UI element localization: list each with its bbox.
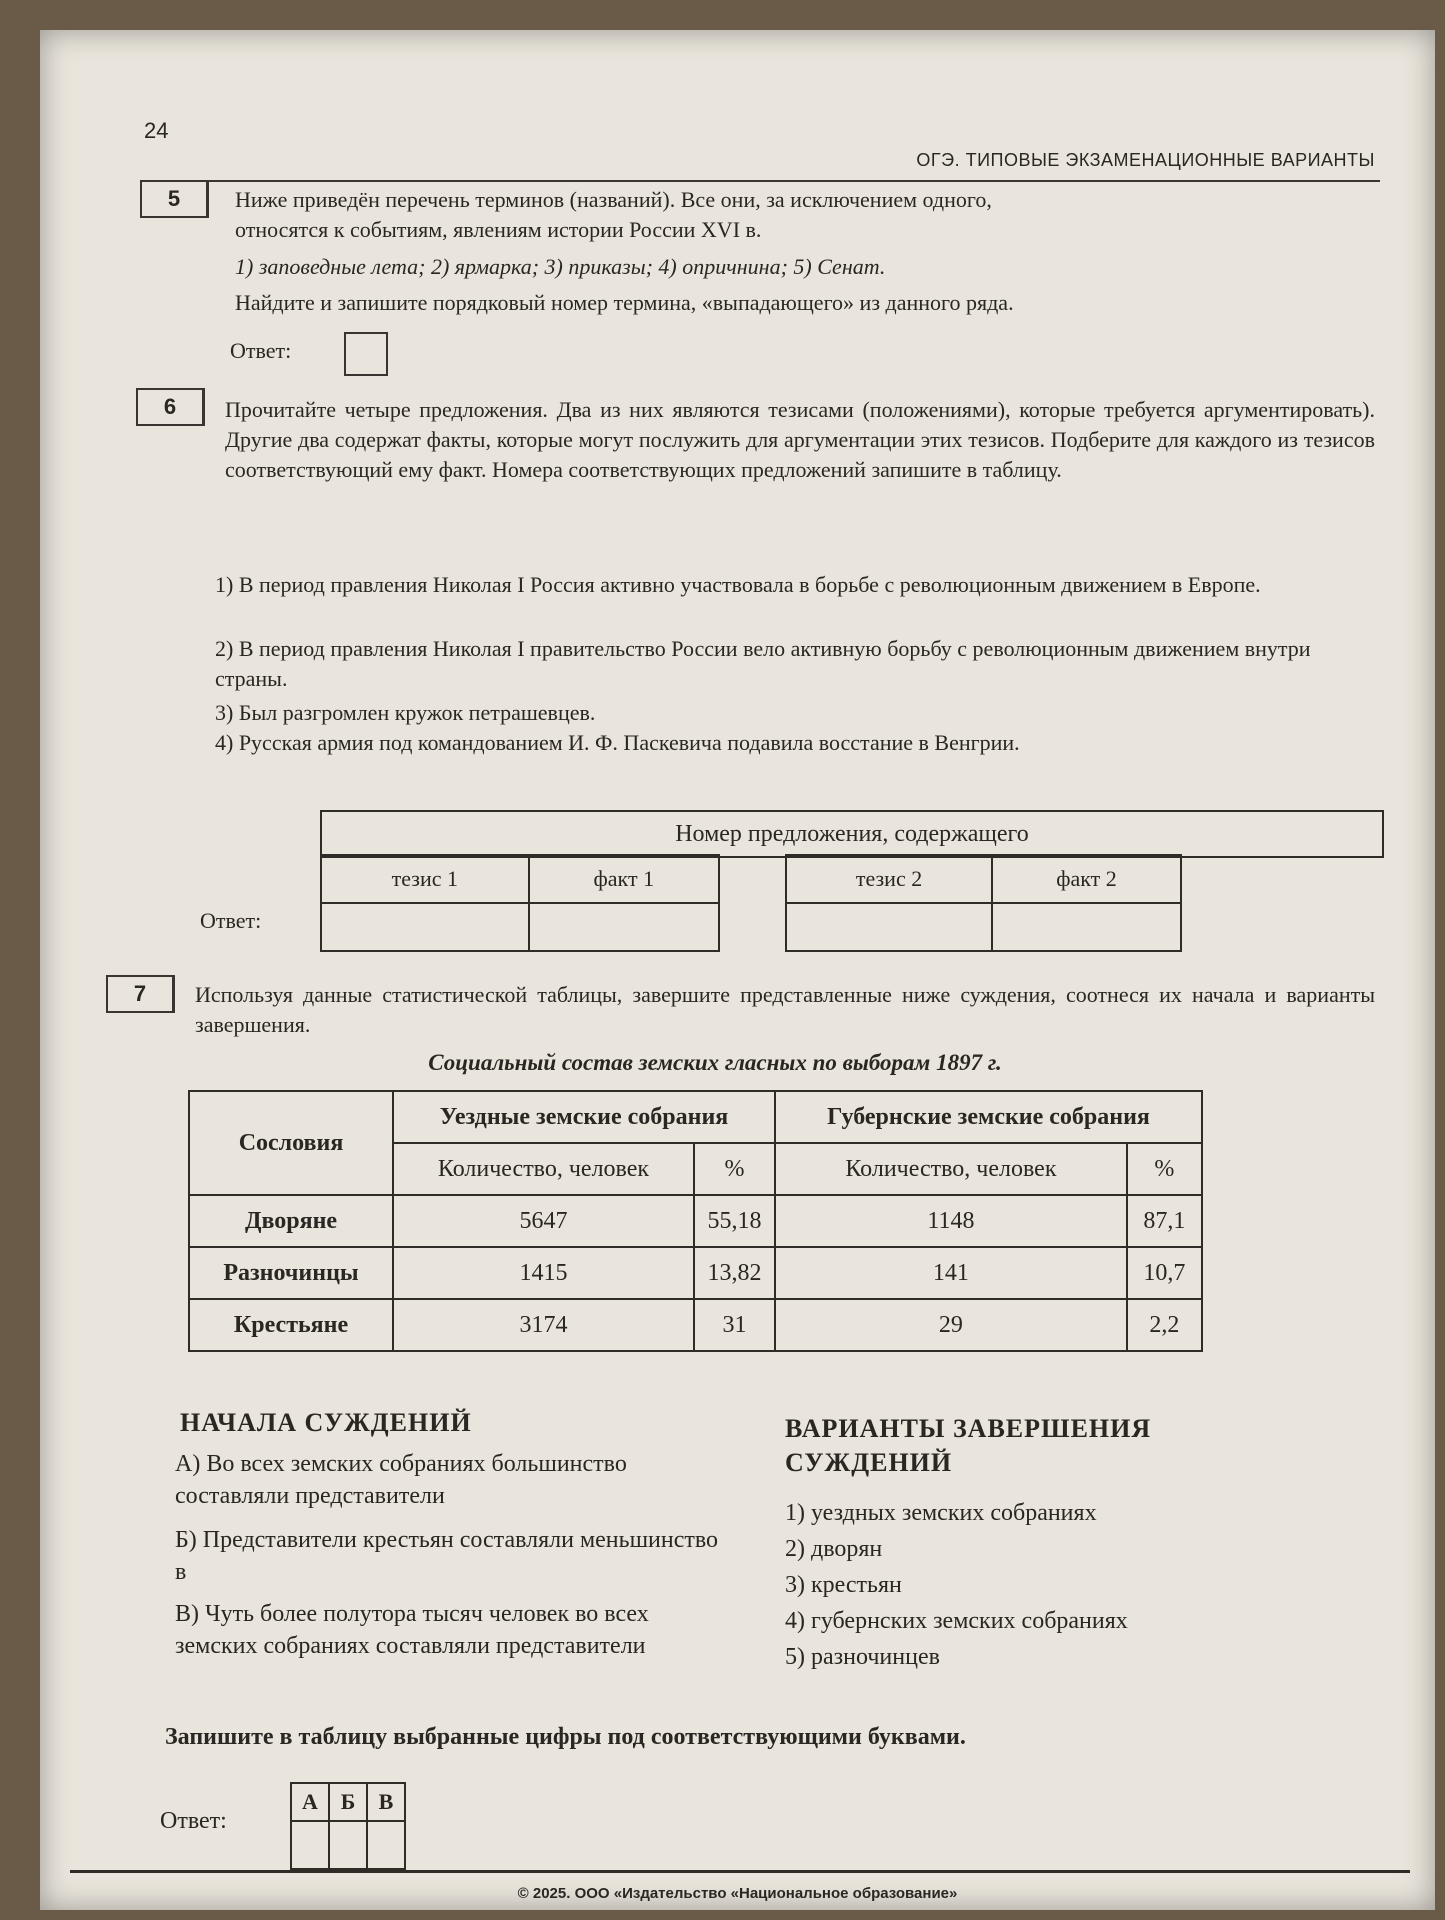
- start-c: В) Чуть более полутора тысяч человек во всех земских собраниях составляли представители: [175, 1601, 649, 1659]
- task-6-answer-label: Ответ:: [200, 908, 262, 933]
- task-7-table-title: Социальный состав земских гласных по выборам 1897 г.: [428, 1050, 1002, 1075]
- letter-a: А: [291, 1783, 329, 1821]
- start-b: Б) Представители крестьян составляли меньшинство в: [175, 1527, 719, 1585]
- col-district-count: Количество, человек: [393, 1143, 694, 1195]
- task-6-item-4: 4) Русская армия под командованием И. Ф. Паскевича подавила восстание в Венгрии.: [215, 730, 1020, 755]
- col-province: Губернские земские собрания: [775, 1091, 1202, 1143]
- task-6-item-3: 3) Был разгромлен кружок петрашевцев.: [215, 700, 596, 725]
- row-province-percent: 87,1: [1127, 1195, 1202, 1247]
- row-district-count: 3174: [393, 1299, 694, 1351]
- task-5-instruction: Найдите и запишите порядковый номер термина, «выпадающего» из данного ряда.: [235, 290, 1014, 315]
- row-district-percent: 13,82: [694, 1247, 775, 1299]
- page-number: 24: [144, 118, 169, 143]
- answer-fact1-cell[interactable]: [529, 903, 719, 951]
- col-thesis2: тезис 2: [786, 855, 992, 903]
- task-6-table-header: Номер предложения, содержащего: [320, 810, 1384, 858]
- ending-4: 4) губернских земских собраниях: [785, 1608, 1128, 1634]
- letter-b: Б: [329, 1783, 367, 1821]
- row-estate: Дворяне: [189, 1195, 393, 1247]
- endings-title: ВАРИАНТЫ ЗАВЕРШЕНИЯ СУЖДЕНИЙ: [785, 1414, 1152, 1477]
- task-7-intro: Используя данные статистической таблицы, завершите представленные ниже суждения, соотнеся их начала и варианты завершения.: [195, 982, 1375, 1037]
- copyright-footer: © 2025. ООО «Издательство «Национальное образование»: [517, 1885, 958, 1902]
- col-fact2: факт 2: [992, 855, 1181, 903]
- running-head: ОГЭ. ТИПОВЫЕ ЭКЗАМЕНАЦИОННЫЕ ВАРИАНТЫ: [916, 150, 1375, 170]
- task-7-number: 7: [106, 975, 175, 1013]
- row-province-count: 1148: [775, 1195, 1127, 1247]
- task-5-intro-line1: Ниже приведён перечень терминов (названий). Все они, за исключением одного,: [235, 187, 992, 212]
- exam-page: [40, 30, 1435, 1910]
- row-estate: Крестьяне: [189, 1299, 393, 1351]
- answer-a-cell[interactable]: [291, 1821, 329, 1869]
- table-row: [189, 1195, 1202, 1247]
- col-estates: Сословия: [189, 1091, 393, 1195]
- task-5-number: 5: [140, 180, 209, 218]
- task-5-answer-label: Ответ:: [230, 338, 292, 363]
- task-6-intro: Прочитайте четыре предложения. Два из них являются тезисами (положениями), которые требуется аргументировать). Другие два содержат факты, которые могут послужить для аргументации этих тезисов. Подберите для каждого из тезисов соответствующий ему факт. Номера соответствующих предложений запишите в таблицу.: [225, 397, 1375, 482]
- row-district-percent: 31: [694, 1299, 775, 1351]
- task-5-answer-box[interactable]: [344, 332, 388, 376]
- table-row: [189, 1299, 1202, 1351]
- task-6-table-right: [785, 854, 1182, 952]
- row-district-percent: 55,18: [694, 1195, 775, 1247]
- task-7-answer-table: [290, 1782, 406, 1870]
- task-5-terms: 1) заповедные лета; 2) ярмарка; 3) приказы; 4) опричнина; 5) Сенат.: [235, 254, 886, 279]
- letter-c: В: [367, 1783, 405, 1821]
- col-province-percent: %: [1127, 1143, 1202, 1195]
- answer-thesis1-cell[interactable]: [321, 903, 529, 951]
- footer-rule: [70, 1870, 1410, 1873]
- ending-3: 3) крестьян: [785, 1572, 902, 1598]
- task-6-number: 6: [136, 388, 205, 426]
- col-district-percent: %: [694, 1143, 775, 1195]
- start-a: А) Во всех земских собраниях большинство составляли представители: [175, 1451, 627, 1509]
- task-7-instruction: Запишите в таблицу выбранные цифры под соответствующими буквами.: [165, 1724, 966, 1750]
- task-6-item-2: 2) В период правления Николая I правительство России вело активную борьбу с революционным движением внутри страны.: [215, 636, 1311, 691]
- answer-thesis2-cell[interactable]: [786, 903, 992, 951]
- answer-fact2-cell[interactable]: [992, 903, 1181, 951]
- ending-5: 5) разночинцев: [785, 1644, 940, 1670]
- task-6-item-1: 1) В период правления Николая I Россия активно участвовала в борьбе с революционным движением в Европе.: [215, 572, 1261, 597]
- ending-2: 2) дворян: [785, 1536, 883, 1562]
- col-fact1: факт 1: [529, 855, 719, 903]
- col-district: Уездные земские собрания: [393, 1091, 775, 1143]
- header-rule: [200, 180, 1380, 182]
- task-6-table-left: [320, 854, 720, 952]
- answer-c-cell[interactable]: [367, 1821, 405, 1869]
- answer-b-cell[interactable]: [329, 1821, 367, 1869]
- row-district-count: 5647: [393, 1195, 694, 1247]
- col-province-count: Количество, человек: [775, 1143, 1127, 1195]
- row-province-count: 141: [775, 1247, 1127, 1299]
- task-7-stats-table: [188, 1090, 1203, 1352]
- row-province-percent: 10,7: [1127, 1247, 1202, 1299]
- col-thesis1: тезис 1: [321, 855, 529, 903]
- row-district-count: 1415: [393, 1247, 694, 1299]
- row-province-percent: 2,2: [1127, 1299, 1202, 1351]
- starts-title: НАЧАЛА СУЖДЕНИЙ: [180, 1408, 472, 1437]
- row-estate: Разночинцы: [189, 1247, 393, 1299]
- task-7-answer-label: Ответ:: [160, 1808, 227, 1834]
- ending-1: 1) уездных земских собраниях: [785, 1500, 1097, 1526]
- row-province-count: 29: [775, 1299, 1127, 1351]
- task-5-intro-line2: относятся к событиям, явлениям истории России XVI в.: [235, 217, 762, 242]
- table-row: [189, 1247, 1202, 1299]
